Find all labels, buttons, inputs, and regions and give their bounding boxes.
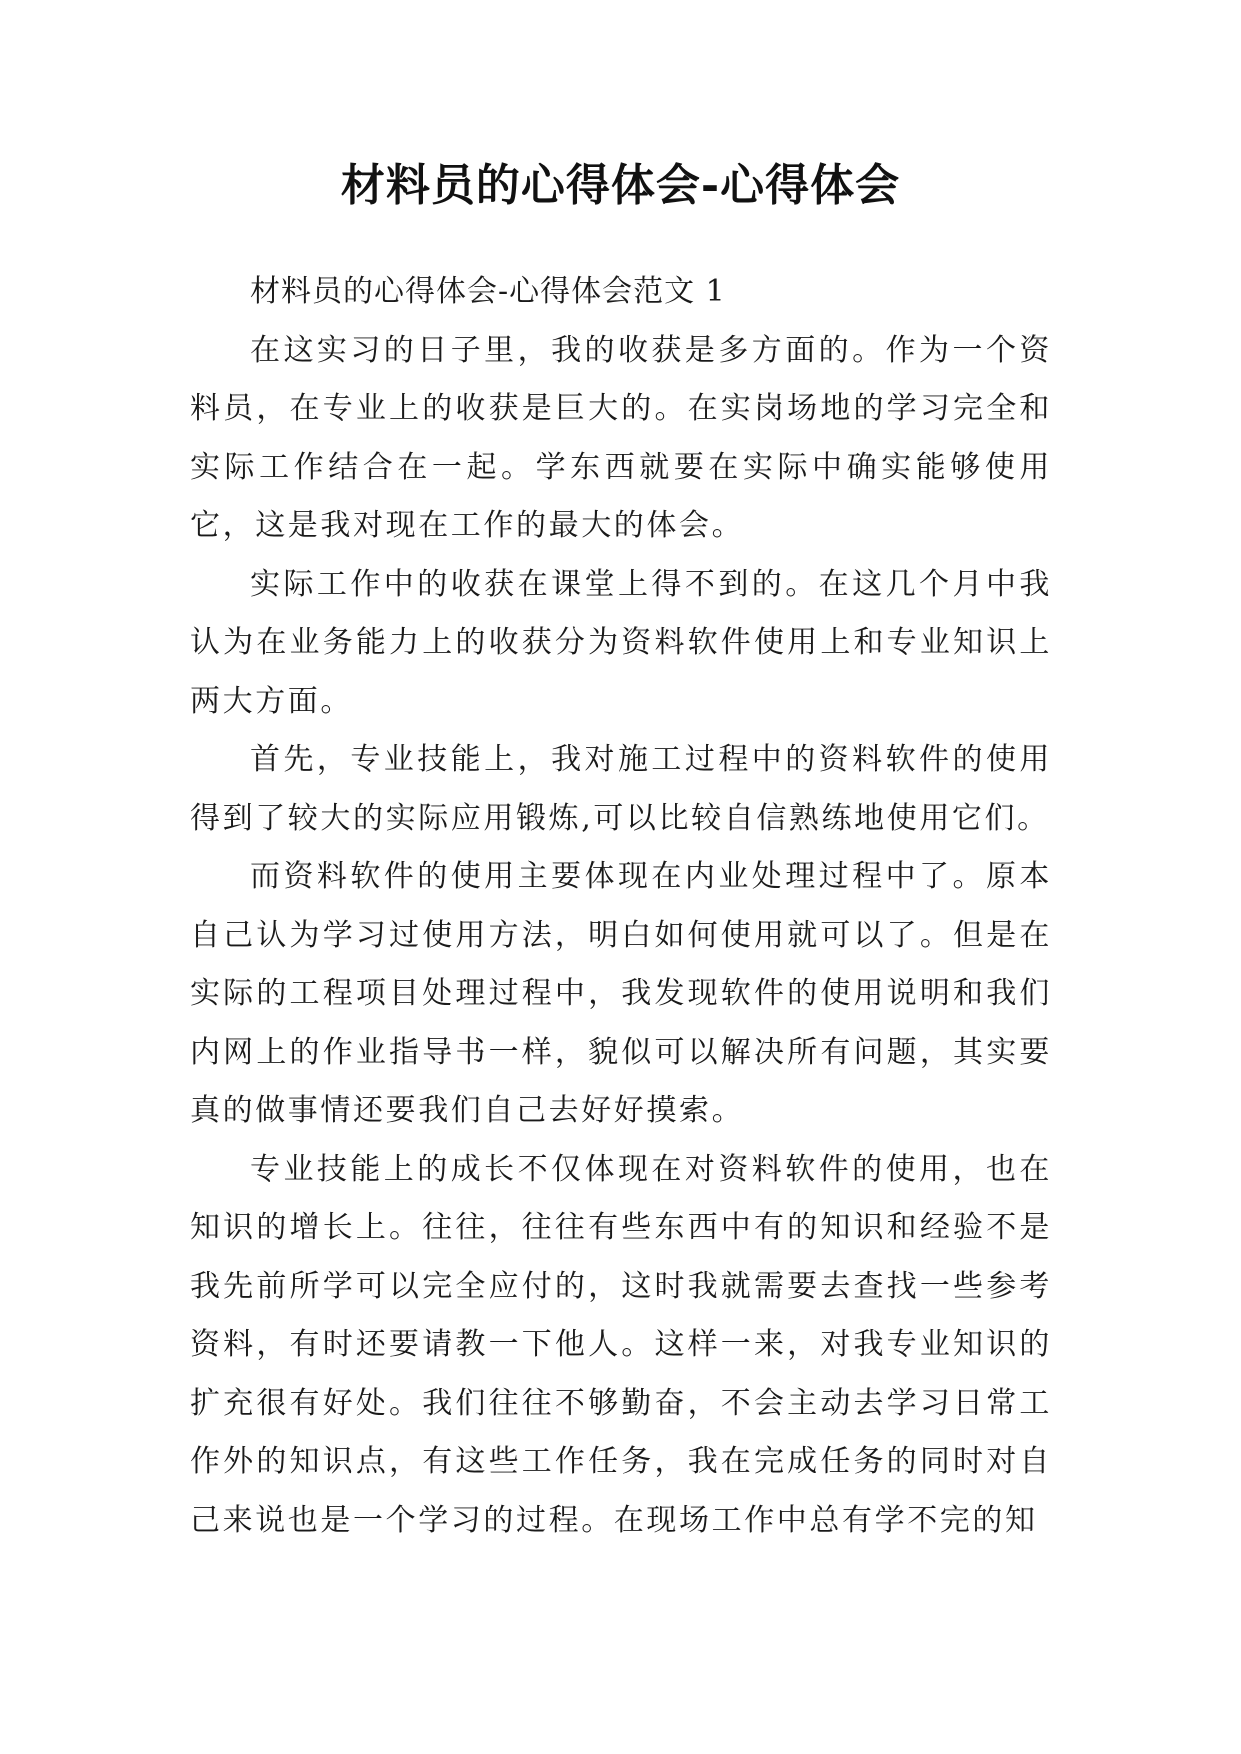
paragraph: 而资料软件的使用主要体现在内业处理过程中了。原本自己认为学习过使用方法，明白如何使用就可以了。但是在实际的工程项目处理过程中，我发现软件的使用说明和我们内网上的作业指导书一样，貌似可以解决所有问题，其实要真的做事情还要我们自己去好好摸索。 [190,859,1052,1128]
paragraph-subheading: 材料员的心得体会-心得体会范文 1 [250,274,726,309]
paragraph: 首先，专业技能上，我对施工过程中的资料软件的使用得到了较大的实际应用锻炼,可以比较自信熟练地使用它们。 [190,742,1052,836]
paragraph: 实际工作中的收获在课堂上得不到的。在这几个月中我认为在业务能力上的收获分为资料软件使用上和专业知识上两大方面。 [190,566,1052,719]
document-title: 材料员的心得体会-心得体会 [340,160,901,211]
paragraph: 在这实习的日子里，我的收获是多方面的。作为一个资料员，在专业上的收获是巨大的。在实岗场地的学习完全和实际工作结合在一起。学东西就要在实际中确实能够使用它，这是我对现在工作的最大的体会。 [190,332,1052,543]
paragraph: 专业技能上的成长不仅体现在对资料软件的使用，也在知识的增长上。往往，往往有些东西中有的知识和经验不是我先前所学可以完全应付的，这时我就需要去查找一些参考资料，有时还要请教一下他人。这样一来，对我专业知识的扩充很有好处。我们往往不够勤奋，不会主动去学习日常工作外的知识点，有这些工作任务，我在完成任务的同时对自己来说也是一个学习的过程。在现场工作中总有学不完的知 [190,1151,1052,1538]
document-body [190,263,1052,1550]
